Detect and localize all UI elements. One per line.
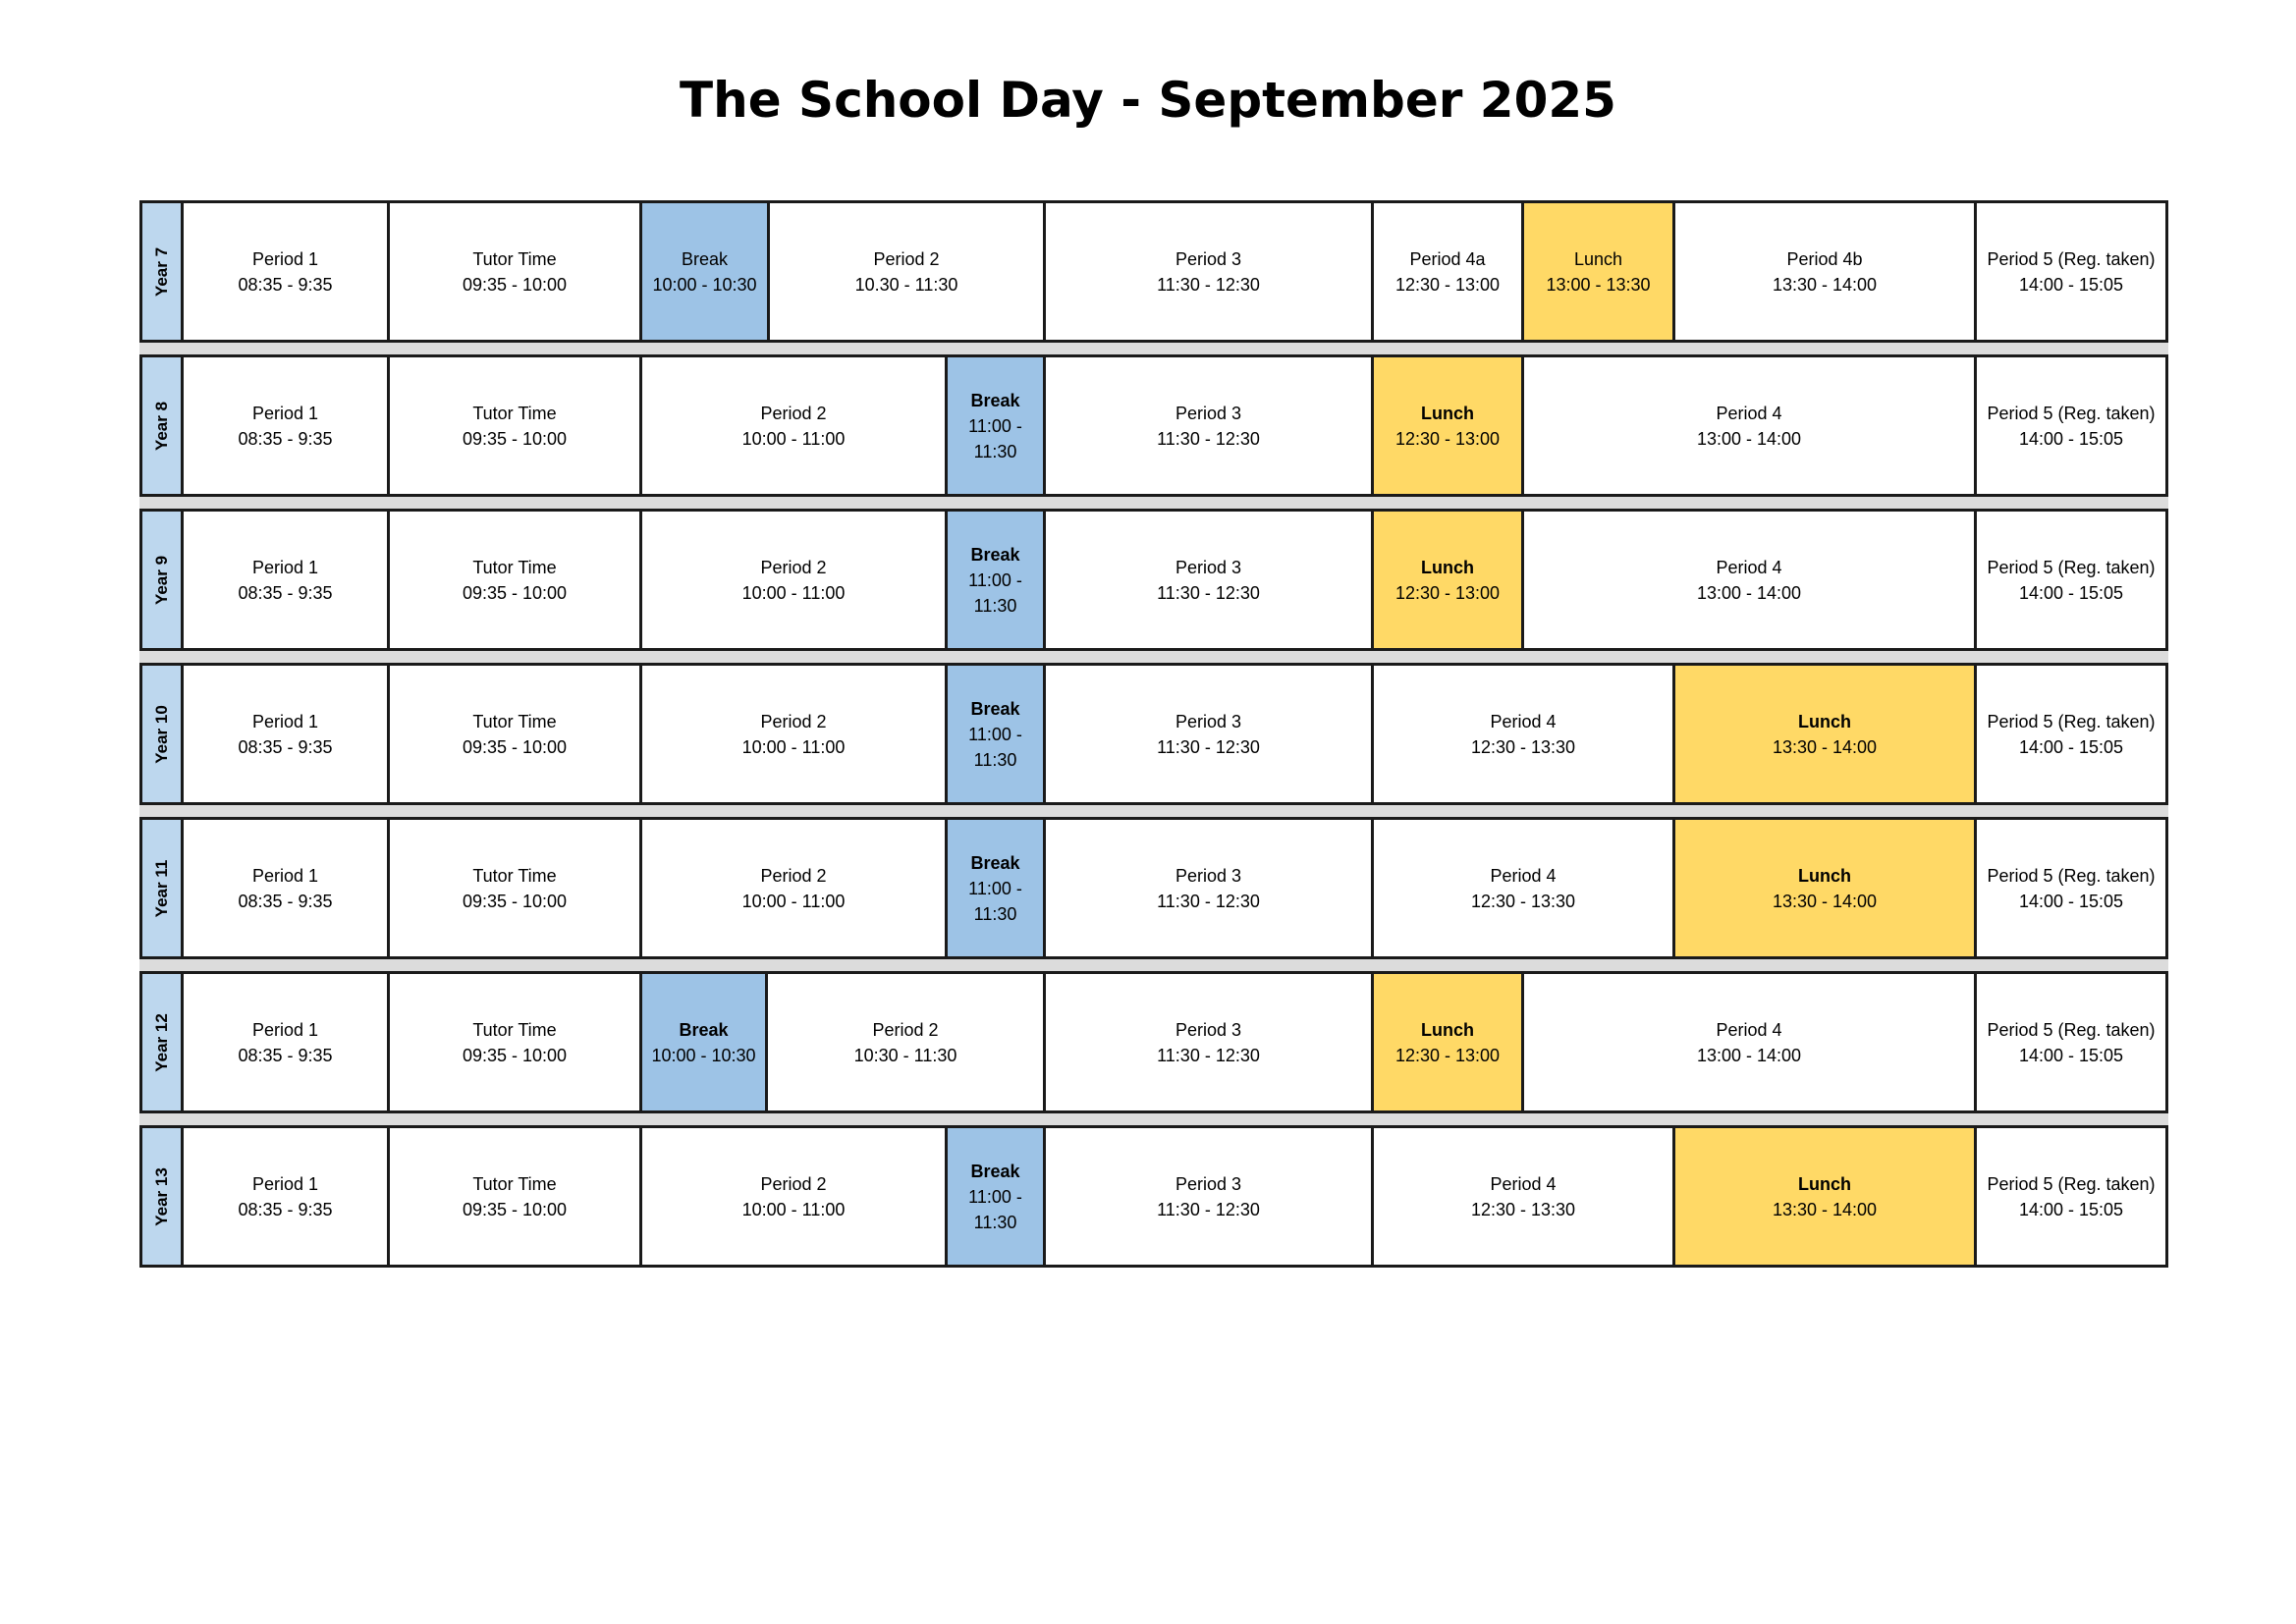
- lunch-cell: [1672, 666, 1974, 802]
- year-label-text: Year 12: [151, 1012, 171, 1072]
- cell-time: 14:00 - 15:05: [2018, 1199, 2124, 1219]
- cell-time: 13:00 - 13:30: [1546, 274, 1651, 295]
- cell-name: Period 2: [760, 865, 827, 886]
- cell-time: 11:00 - 11:30: [968, 878, 1022, 924]
- period-cell: [1974, 666, 2165, 802]
- period-cell: [639, 512, 945, 648]
- cell-time: 13:00 - 14:00: [1696, 1045, 1802, 1065]
- year-row: [139, 509, 2168, 651]
- year-label: [142, 974, 184, 1110]
- cell-name: Break: [970, 1161, 1020, 1181]
- period-cell: [387, 820, 639, 956]
- cell-name: Period 1: [251, 1173, 319, 1194]
- cell-name: Period 3: [1175, 865, 1242, 886]
- cell-name: Period 1: [251, 557, 319, 577]
- lunch-cell: [1672, 820, 1974, 956]
- cell-time: 11:00 - 11:30: [968, 569, 1022, 616]
- cell-time: 13:30 - 14:00: [1772, 891, 1878, 911]
- period-cell: [1043, 666, 1371, 802]
- row-cells: [184, 512, 2165, 648]
- break-cell: [945, 512, 1043, 648]
- year-label-text: Year 10: [151, 704, 171, 764]
- page-title: The School Day - September 2025: [680, 72, 1616, 129]
- period-cell: [387, 357, 639, 494]
- period-cell: [1521, 357, 1974, 494]
- cell-time: 12:30 - 13:00: [1394, 274, 1501, 295]
- lunch-cell: [1672, 1128, 1974, 1265]
- cell-time: 10:00 - 10:30: [652, 274, 757, 295]
- cell-time: 11:00 - 11:30: [968, 724, 1022, 770]
- cell-time: 08:35 - 9:35: [238, 1045, 333, 1065]
- cell-time: 08:35 - 9:35: [238, 736, 333, 757]
- row-separator: [139, 1113, 2168, 1125]
- cell-time: 13:30 - 14:00: [1772, 274, 1878, 295]
- cell-time: 10:00 - 11:00: [741, 582, 846, 603]
- lunch-cell: [1521, 203, 1672, 340]
- cell-time: 10:00 - 11:00: [741, 891, 846, 911]
- cell-name: Lunch: [1421, 557, 1474, 577]
- cell-name: Period 1: [251, 711, 319, 731]
- period-cell: [184, 820, 387, 956]
- cell-time: 14:00 - 15:05: [2018, 582, 2124, 603]
- break-cell: [945, 820, 1043, 956]
- row-separator: [139, 651, 2168, 663]
- cell-name: Break: [970, 698, 1020, 719]
- cell-time: 08:35 - 9:35: [238, 428, 333, 449]
- cell-time: 08:35 - 9:35: [238, 891, 333, 911]
- year-label: [142, 820, 184, 956]
- cell-time: 13:00 - 14:00: [1696, 428, 1802, 449]
- break-cell: [639, 974, 765, 1110]
- cell-time: 09:35 - 10:00: [462, 736, 568, 757]
- cell-name: Period 5 (Reg. taken): [1987, 403, 2156, 423]
- cell-time: 10:00 - 10:30: [651, 1045, 756, 1065]
- year-row: [139, 354, 2168, 497]
- cell-name: Period 3: [1175, 248, 1242, 269]
- period-cell: [1672, 203, 1974, 340]
- period-cell: [1974, 203, 2165, 340]
- cell-name: Period 4: [1716, 557, 1782, 577]
- cell-name: Period 1: [251, 403, 319, 423]
- cell-time: 08:35 - 9:35: [238, 274, 333, 295]
- period-cell: [184, 512, 387, 648]
- year-label: [142, 357, 184, 494]
- cell-name: Period 2: [760, 557, 827, 577]
- period-cell: [387, 512, 639, 648]
- period-cell: [387, 1128, 639, 1265]
- period-cell: [184, 1128, 387, 1265]
- cell-name: Tutor Time: [472, 711, 557, 731]
- row-cells: [184, 357, 2165, 494]
- cell-name: Lunch: [1798, 865, 1851, 886]
- cell-name: Period 3: [1175, 557, 1242, 577]
- cell-time: 09:35 - 10:00: [462, 1045, 568, 1065]
- year-row: [139, 971, 2168, 1113]
- cell-time: 12:30 - 13:00: [1394, 428, 1501, 449]
- period-cell: [184, 666, 387, 802]
- cell-name: Lunch: [1798, 1173, 1851, 1194]
- period-cell: [1043, 203, 1371, 340]
- period-cell: [1043, 357, 1371, 494]
- cell-time: 11:30 - 12:30: [1157, 891, 1260, 911]
- cell-time: 14:00 - 15:05: [2018, 891, 2124, 911]
- cell-time: 12:30 - 13:00: [1394, 582, 1501, 603]
- period-cell: [639, 666, 945, 802]
- period-cell: [765, 974, 1043, 1110]
- cell-name: Period 4a: [1409, 248, 1486, 269]
- year-label-text: Year 13: [151, 1166, 171, 1226]
- year-row: [139, 663, 2168, 805]
- break-cell: [945, 666, 1043, 802]
- cell-time: 14:00 - 15:05: [2018, 274, 2124, 295]
- cell-name: Lunch: [1573, 248, 1623, 269]
- period-cell: [184, 974, 387, 1110]
- cell-name: Period 2: [872, 1019, 939, 1040]
- row-cells: [184, 666, 2165, 802]
- cell-time: 11:30 - 12:30: [1157, 1199, 1260, 1219]
- cell-name: Period 5 (Reg. taken): [1987, 557, 2156, 577]
- cell-time: 11:00 - 11:30: [968, 1186, 1022, 1232]
- cell-name: Period 4: [1490, 865, 1557, 886]
- cell-name: Period 4: [1490, 1173, 1557, 1194]
- cell-name: Period 2: [873, 248, 940, 269]
- cell-name: Period 1: [251, 248, 319, 269]
- cell-time: 12:30 - 13:30: [1470, 891, 1576, 911]
- cell-time: 11:30 - 12:30: [1157, 582, 1260, 603]
- cell-name: Period 4: [1490, 711, 1557, 731]
- cell-name: Period 2: [760, 1173, 827, 1194]
- lunch-cell: [1371, 512, 1521, 648]
- year-label-text: Year 7: [151, 246, 171, 297]
- period-cell: [1974, 820, 2165, 956]
- cell-time: 09:35 - 10:00: [462, 582, 568, 603]
- cell-name: Period 3: [1175, 403, 1242, 423]
- cell-time: 08:35 - 9:35: [238, 1199, 333, 1219]
- cell-name: Break: [970, 390, 1020, 410]
- cell-time: 11:30 - 12:30: [1157, 736, 1260, 757]
- row-cells: [184, 820, 2165, 956]
- period-cell: [1974, 357, 2165, 494]
- cell-time: 14:00 - 15:05: [2018, 428, 2124, 449]
- period-cell: [184, 357, 387, 494]
- cell-name: Period 2: [760, 403, 827, 423]
- row-cells: [184, 203, 2165, 340]
- period-cell: [1371, 203, 1521, 340]
- period-cell: [639, 820, 945, 956]
- period-cell: [1043, 1128, 1371, 1265]
- period-cell: [639, 1128, 945, 1265]
- period-cell: [1371, 1128, 1672, 1265]
- cell-time: 10:00 - 11:00: [741, 428, 846, 449]
- period-cell: [1371, 820, 1672, 956]
- cell-name: Lunch: [1421, 1019, 1474, 1040]
- period-cell: [1521, 512, 1974, 648]
- period-cell: [1521, 974, 1974, 1110]
- cell-time: 11:00 - 11:30: [968, 415, 1022, 461]
- period-cell: [639, 357, 945, 494]
- cell-name: Period 3: [1175, 711, 1242, 731]
- cell-name: Period 2: [760, 711, 827, 731]
- cell-time: 09:35 - 10:00: [462, 274, 568, 295]
- cell-time: 10:00 - 11:00: [741, 1199, 846, 1219]
- cell-name: Lunch: [1798, 711, 1851, 731]
- year-label-text: Year 11: [151, 859, 171, 917]
- period-cell: [1974, 512, 2165, 648]
- cell-name: Break: [681, 248, 729, 269]
- cell-time: 12:30 - 13:30: [1470, 736, 1576, 757]
- period-cell: [1043, 974, 1371, 1110]
- row-separator: [139, 959, 2168, 971]
- cell-time: 13:30 - 14:00: [1772, 1199, 1878, 1219]
- period-cell: [767, 203, 1043, 340]
- row-cells: [184, 1128, 2165, 1265]
- year-row: [139, 1125, 2168, 1268]
- cell-name: Lunch: [1421, 403, 1474, 423]
- cell-name: Tutor Time: [472, 1019, 557, 1040]
- cell-name: Tutor Time: [472, 403, 557, 423]
- row-cells: [184, 974, 2165, 1110]
- year-label: [142, 203, 184, 340]
- cell-time: 10.30 - 11:30: [854, 274, 958, 295]
- row-separator: [139, 343, 2168, 354]
- cell-time: 12:30 - 13:30: [1470, 1199, 1576, 1219]
- period-cell: [1043, 512, 1371, 648]
- period-cell: [1043, 820, 1371, 956]
- break-cell: [639, 203, 767, 340]
- cell-time: 11:30 - 12:30: [1157, 1045, 1260, 1065]
- cell-name: Tutor Time: [472, 248, 557, 269]
- cell-name: Period 3: [1175, 1019, 1242, 1040]
- year-label: [142, 1128, 184, 1265]
- cell-time: 09:35 - 10:00: [462, 1199, 568, 1219]
- cell-time: 11:30 - 12:30: [1157, 274, 1260, 295]
- cell-time: 11:30 - 12:30: [1157, 428, 1260, 449]
- cell-name: Period 4: [1716, 1019, 1782, 1040]
- year-label-text: Year 9: [151, 555, 171, 605]
- timetable: [139, 200, 2168, 1268]
- cell-name: Period 1: [251, 1019, 319, 1040]
- row-separator: [139, 805, 2168, 817]
- cell-name: Period 5 (Reg. taken): [1987, 1173, 2156, 1194]
- cell-name: Tutor Time: [472, 865, 557, 886]
- period-cell: [1371, 666, 1672, 802]
- cell-name: Period 1: [251, 865, 319, 886]
- row-separator: [139, 497, 2168, 509]
- year-row: [139, 817, 2168, 959]
- lunch-cell: [1371, 357, 1521, 494]
- cell-time: 09:35 - 10:00: [462, 891, 568, 911]
- period-cell: [184, 203, 387, 340]
- cell-time: 14:00 - 15:05: [2018, 736, 2124, 757]
- cell-name: Period 4b: [1786, 248, 1863, 269]
- year-label-text: Year 8: [151, 401, 171, 451]
- year-row: [139, 200, 2168, 343]
- cell-time: 10:00 - 11:00: [741, 736, 846, 757]
- cell-name: Period 5 (Reg. taken): [1987, 711, 2156, 731]
- cell-time: 14:00 - 15:05: [2018, 1045, 2124, 1065]
- cell-time: 13:30 - 14:00: [1772, 736, 1878, 757]
- cell-time: 12:30 - 13:00: [1394, 1045, 1501, 1065]
- period-cell: [387, 974, 639, 1110]
- cell-time: 13:00 - 14:00: [1696, 582, 1802, 603]
- cell-name: Tutor Time: [472, 1173, 557, 1194]
- year-label: [142, 512, 184, 648]
- cell-time: 10:30 - 11:30: [853, 1045, 957, 1065]
- cell-name: Period 5 (Reg. taken): [1987, 865, 2156, 886]
- cell-time: 09:35 - 10:00: [462, 428, 568, 449]
- cell-name: Break: [970, 544, 1020, 565]
- cell-name: Break: [970, 852, 1020, 873]
- period-cell: [387, 203, 639, 340]
- cell-name: Period 4: [1716, 403, 1782, 423]
- year-label: [142, 666, 184, 802]
- cell-name: Period 5 (Reg. taken): [1987, 248, 2156, 269]
- cell-name: Period 3: [1175, 1173, 1242, 1194]
- break-cell: [945, 357, 1043, 494]
- period-cell: [1974, 974, 2165, 1110]
- cell-name: Period 5 (Reg. taken): [1987, 1019, 2156, 1040]
- cell-name: Break: [679, 1019, 729, 1040]
- cell-name: Tutor Time: [472, 557, 557, 577]
- break-cell: [945, 1128, 1043, 1265]
- period-cell: [387, 666, 639, 802]
- period-cell: [1974, 1128, 2165, 1265]
- cell-time: 08:35 - 9:35: [238, 582, 333, 603]
- lunch-cell: [1371, 974, 1521, 1110]
